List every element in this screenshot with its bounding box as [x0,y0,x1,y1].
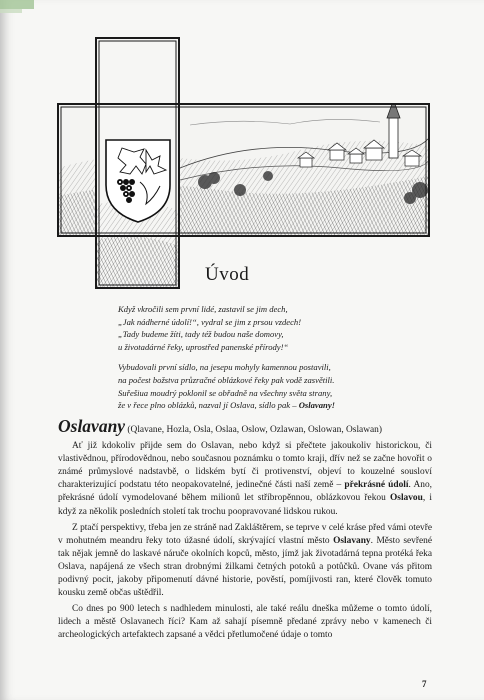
poem-line-text: že v řece plno oblázků, nazval jí Oslava, sídlo pak – [118,400,297,411]
poem-line: Vybudovali první sídlo, na jesepu mohyly kamennou postavili, [118,362,331,373]
intro-poem [118,303,418,420]
paragraph-2 [58,522,432,601]
poem-line: „Jak nádherné údolí!“, vydral se jim z prsou vzdech! [118,316,302,327]
poem-line: na počest božstva průzračné oblázkové řeky pak vodě zasvětili. [118,374,335,385]
poem-line: Suřešiua moudrý poklonil se obřadně na všechny světa strany, [118,387,333,398]
poem-line: u životadárné řeky, uprostřed panenské přírody!“ [118,341,289,352]
page-number: 7 [422,679,427,689]
poem-emphasis: Oslavany! [298,400,335,411]
poem-stanza-2 [118,361,418,411]
historical-names: (Qlavane, Hozla, Osla, Oslaa, Oslow, Ozlawan, Oslowan, Oslawan) [127,425,382,435]
header-illustration [0,0,484,300]
body-text [58,416,433,646]
paragraph-text: . Město sevřené tak nějak jemně do laskavé náruče okolních kopců, město, jímž jak životadárná tepna protéká řeka Oslava, napájená ze všech stran drobnými žilkami četných potoků a potůčků. Ovane vás přitom podivný pocit, jakoby připomenutí dávné historie, pověstí, pomíjivosti ran, které člověk tomuto kousku země občas uštědřil. [58,535,432,599]
paragraph-text: . Ano, překrásné údolí vymodelované během milionů let stříbropěnnou, oblázkovou řekou [58,480,432,504]
bold-phrase: překrásné údolí [344,480,409,491]
paragraph-3: Co dnes po 900 letech s nadhledem minulosti, ale také reálu dneška můžeme o tomto údolí, lidech a městě Oslavanech říci? Kam až sahají písemně předané zprávy nebo v kamenech či archeologických artefaktech zapsané a vědci přetlumočené údaje o tomto [58,604,432,641]
chapter-heading: Úvod [205,264,250,285]
poem-line: „Tady budeme žíti, tady též budou naše domovy, [118,329,284,340]
bold-phrase: Oslavany [333,535,371,546]
paragraph-text: Z ptačí perspektivy, třeba jen ze stráně nad Zakláštěrem, se teprve v celé kráse před vámi otevře v mohutném meandru řeky toto úžasné údolí, skrývající vlastní město [58,522,432,546]
poem-stanza-1 [118,303,418,353]
paragraph-text: Ať již kdokoliv přijde sem do Oslavan, nebo když si přečtete jakoukoliv historickou, či vlastivědnou, přírodovědnou, nebo současnou poznámku o tomto kraji, dřív než se začne hovořit o známé průmyslové nadstavbě, o lidském bytí či protivenství, objeví to kouzelné sousloví charakterizující podstatu této neopakovatelné, jedinečné části naší země – [58,441,432,491]
poem-line [118,399,418,412]
paragraph-1 [58,440,432,519]
poem-line: Když vkročili sem první lidé, zastavil se jim dech, [118,304,288,314]
coat-of-arms-panel [96,38,179,288]
section-title: Oslavany [58,416,126,436]
paragraph-text: , i když za několik posledních století tak trochu poopravované lidskou rukou. [58,493,433,517]
bold-phrase: Oslavou [390,493,423,504]
intro-line [58,416,432,437]
